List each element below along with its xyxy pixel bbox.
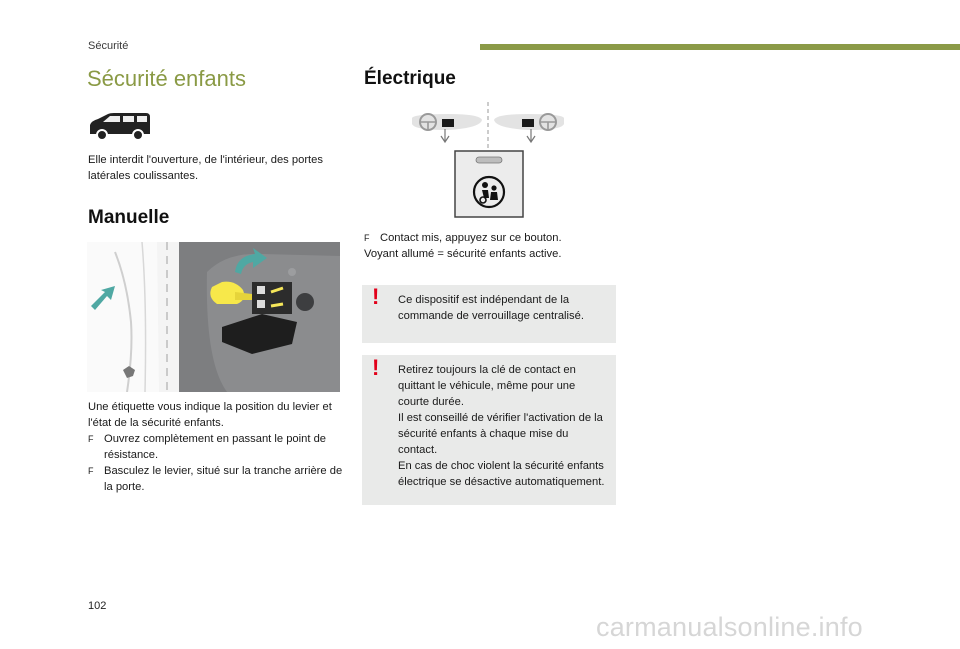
warning-box-key-removal bbox=[362, 355, 616, 505]
watermark-text: carmanualsonline.info bbox=[596, 612, 863, 642]
warning-text-1: Retirez toujours la clé de contact en quittant le véhicule, même pour une courte durée. bbox=[398, 364, 576, 408]
bullet-icon: F bbox=[88, 466, 94, 476]
manual-step-1: F Ouvrez complètement en passant le point de résistance. bbox=[88, 433, 327, 461]
warning-text: Ce dispositif est indépendant de la commande de verrouillage centralisé. bbox=[398, 294, 584, 322]
bullet-icon: F bbox=[364, 233, 370, 243]
warning-icon: ! bbox=[372, 284, 380, 309]
electric-heading: Électrique bbox=[364, 68, 456, 89]
warning-icon: ! bbox=[372, 355, 380, 380]
intro-text: Elle interdit l'ouverture, de l'intérieur, des portes latérales coulissantes. bbox=[88, 154, 323, 182]
indicator-status-text: Voyant allumé = sécurité enfants active. bbox=[364, 248, 562, 260]
page-title: Sécurité enfants bbox=[87, 66, 246, 91]
electric-instructions bbox=[364, 230, 614, 262]
warning-box-central-locking bbox=[362, 285, 616, 343]
dashboard-button-location-illustration bbox=[408, 102, 568, 148]
door-lever-illustration bbox=[87, 242, 340, 392]
manual-step-2: F Basculez le levier, situé sur la tranche arrière de la porte. bbox=[88, 465, 343, 493]
warning-text-3: En cas de choc violent la sécurité enfants électrique se désactive automatiquement. bbox=[398, 460, 605, 488]
manual-description bbox=[88, 399, 350, 495]
label-info-text: Une étiquette vous indique la position du levier et l'état de la sécurité enfants. bbox=[88, 401, 332, 429]
section-header: Sécurité bbox=[88, 40, 129, 52]
child-lock-button bbox=[454, 150, 524, 218]
van-icon bbox=[86, 110, 152, 142]
page-number: 102 bbox=[88, 600, 107, 612]
bullet-icon: F bbox=[88, 434, 94, 444]
warning-text-2: Il est conseillé de vérifier l'activation de la sécurité enfants à chaque mise du contact. bbox=[398, 412, 603, 456]
manual-heading: Manuelle bbox=[88, 207, 170, 228]
electric-step: F Contact mis, appuyez sur ce bouton. bbox=[364, 232, 562, 244]
header-accent-bar bbox=[480, 44, 960, 50]
